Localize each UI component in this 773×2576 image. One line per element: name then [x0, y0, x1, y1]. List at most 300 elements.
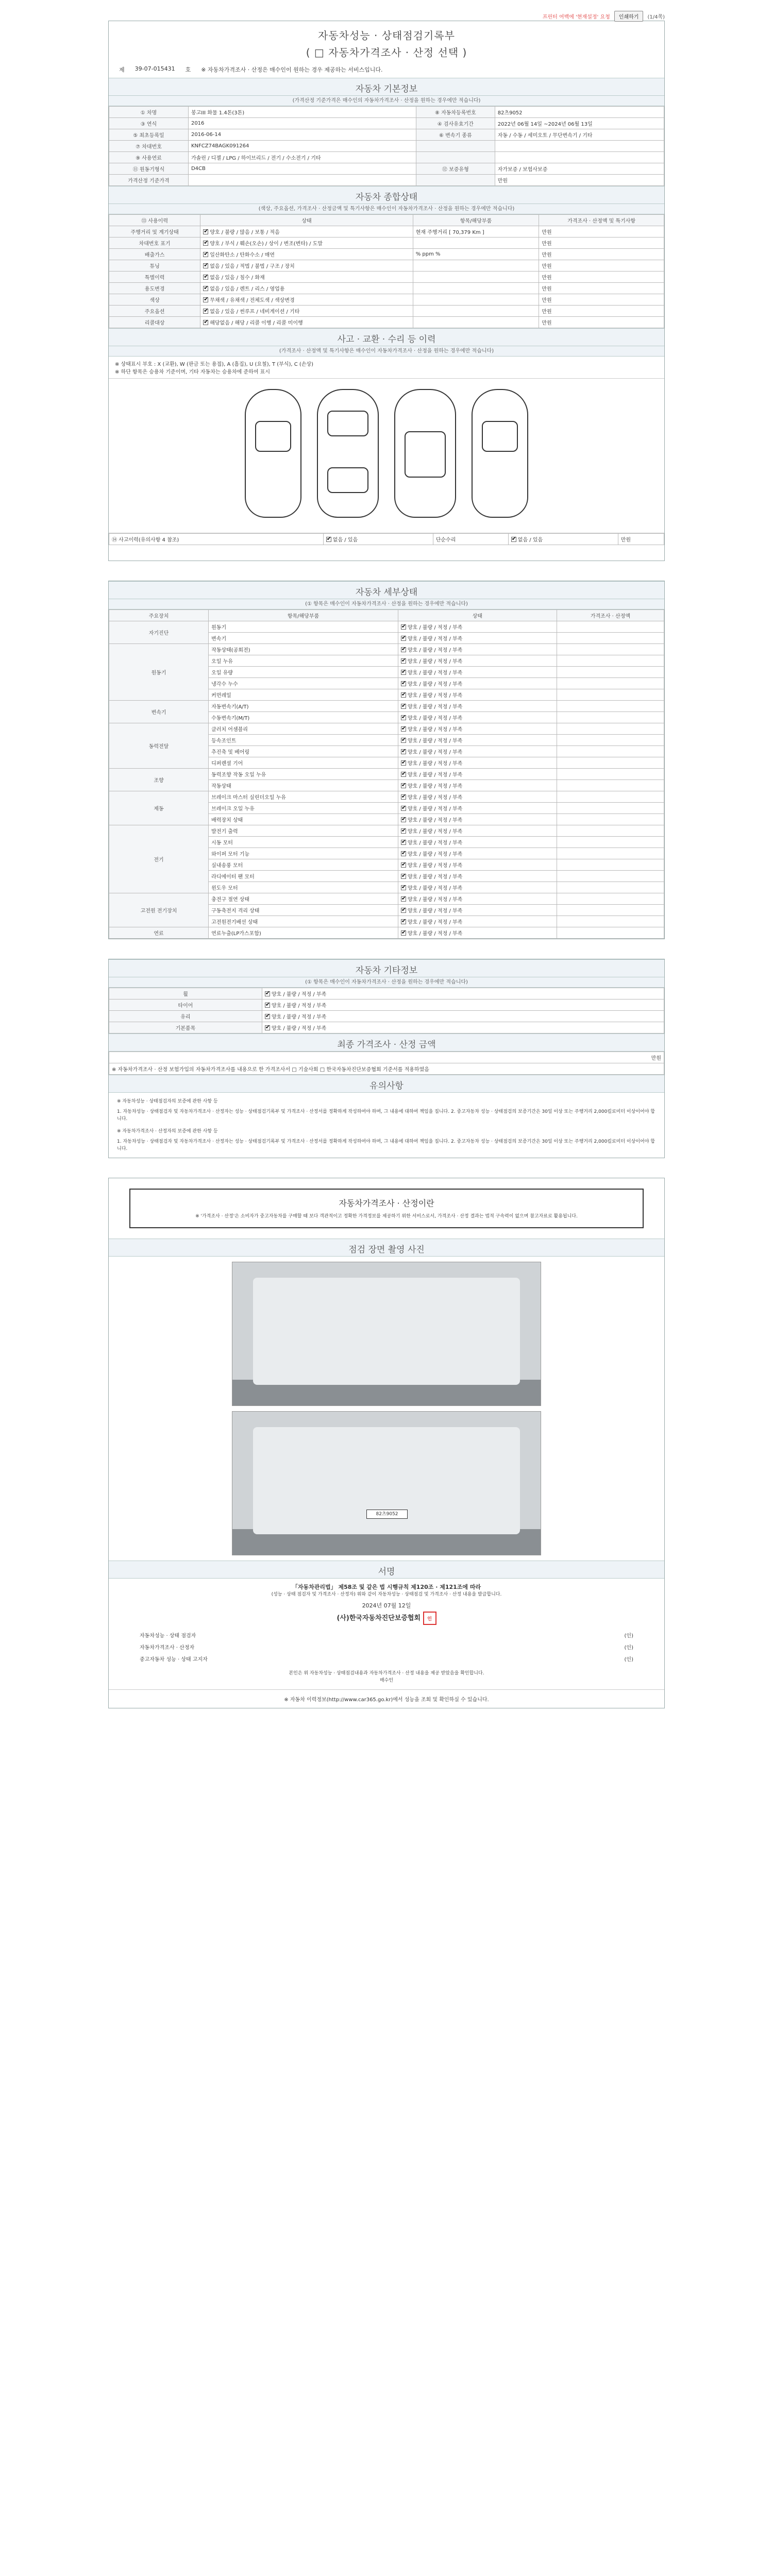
other-state: [262, 999, 664, 1011]
check-icon: [401, 806, 406, 811]
toolbar: [108, 0, 665, 18]
summary-price: 만원: [539, 272, 664, 283]
other-state-text: 양호 / 불량 / 적정 / 부족: [271, 1014, 327, 1020]
print-button[interactable]: 인쇄하기: [614, 11, 644, 22]
check-icon: [265, 991, 270, 996]
summary-price: 만원: [539, 238, 664, 249]
detail-row: [109, 791, 664, 803]
summary-row: [109, 272, 664, 283]
summary-row: [109, 294, 664, 306]
service-notice: ※ 자동차가격조사 · 산정은 매수인이 원하는 경우 제공하는 서비스입니다.: [201, 66, 383, 73]
detail-state-text: 양호 / 불량 / 적정 / 부족: [407, 874, 463, 880]
detail-state: [398, 633, 557, 644]
summary-state-text: 일산화탄소 / 탄화수소 / 매연: [210, 252, 275, 258]
check-icon: [401, 726, 406, 732]
basic-info-row: [109, 152, 664, 163]
detail-state-text: 양호 / 불량 / 적정 / 부족: [407, 704, 463, 710]
accident-history-label: ⑭ 사고이력(유의사항 4 참조): [109, 534, 324, 545]
detail-item: 작동상태(공회전): [209, 644, 398, 655]
detail-col-price: 가격조사 · 산정액: [557, 610, 664, 621]
check-icon: [203, 252, 208, 257]
detail-state-text: 양호 / 불량 / 적정 / 부족: [407, 625, 463, 631]
detail-state: [398, 701, 557, 712]
summary-price: 만원: [539, 306, 664, 317]
basic-info-value: 2016-06-14: [188, 129, 416, 141]
detail-head: 자동차 세부상태: [109, 581, 664, 599]
summary-col-state: 상태: [200, 215, 413, 226]
detail-price: [557, 803, 664, 814]
detail-state-text: 양호 / 불량 / 적정 / 부족: [407, 750, 463, 755]
other-table: [109, 988, 664, 1033]
summary-row: [109, 226, 664, 238]
basic-info-key-2: ④ 검사유효기간: [416, 118, 495, 129]
detail-item: 추진축 및 베어링: [209, 746, 398, 757]
accident-history-value: ✔ 없음 / 있음: [323, 534, 433, 545]
detail-state: [398, 848, 557, 859]
detail-state: [398, 871, 557, 882]
other-sub: (① 항목은 매수인이 자동차가격조사 · 산정을 원하는 경우에만 적습니다): [109, 977, 664, 988]
page-3: [108, 959, 665, 1158]
detail-item: 동력조향 작동 오일 누유: [209, 769, 398, 780]
summary-item: 리콜대상: [109, 317, 200, 328]
other-row: [109, 1022, 664, 1033]
summary-state: [200, 260, 413, 272]
detail-state-text: 양호 / 불량 / 적정 / 부족: [407, 818, 463, 823]
basic-info-value-2: 82츠9052: [495, 107, 664, 118]
check-icon: [265, 1025, 270, 1030]
page-2: [108, 581, 665, 939]
basic-info-key-2: [416, 152, 495, 163]
summary-state: [200, 306, 413, 317]
summary-state: [200, 249, 413, 260]
detail-item: 오일 누유: [209, 655, 398, 667]
signature-mark: (인): [624, 1645, 633, 1651]
check-icon: [401, 896, 406, 902]
info-box-text: ※ '가격조사 · 산정'은 소비자가 중고자동차를 구매할 때 보다 객관적이고 정확한 가격정보를 제공하기 위한 서비스로서, 가격조사 · 산정 결과는 법적 구속력이 없으며 참고자료로 활용됩니다.: [195, 1214, 578, 1219]
summary-sub: (색상, 주요옵션, 가격조사 · 산정금액 및 특기사항은 매수인이 자동차가격조사 · 산정을 원하는 경우에만 적습니다): [109, 204, 664, 214]
detail-state: [398, 814, 557, 825]
detail-price: [557, 905, 664, 916]
check-icon: [401, 760, 406, 766]
detail-state-text: 양호 / 불량 / 적정 / 부족: [407, 863, 463, 869]
detail-item: 와이퍼 모터 기능: [209, 848, 398, 859]
signature-role: 자동차성능 · 상태 점검자: [140, 1633, 196, 1639]
signature-date: 2024년 07월 12일: [362, 1602, 411, 1609]
check-icon: [203, 275, 208, 280]
detail-item: 충전구 절연 상태: [209, 893, 398, 905]
check-icon: [203, 286, 208, 291]
basic-info-key: ⑦ 차대번호: [109, 141, 189, 152]
cautions-text-2: 1. 자동차성능 · 상태점검자 및 자동차가격조사 · 산정자는 성능 · 상태점검기록부 및 가격조사 · 산정서를 정확하게 작성하여야 하며, 그 내용에 대하여 책임을 집니다. 2. 중고자동차 성능 · 상태점검의 보증기간은 30일 이상 또는 주행거리 2,000킬로미터 이상이어야 합니다.: [117, 1139, 655, 1151]
summary-detail: 현재 주행거리 [ 70,379 Km ]: [413, 226, 539, 238]
summary-state: [200, 294, 413, 306]
detail-state-text: 양호 / 불량 / 적정 / 부족: [407, 727, 463, 733]
detail-state-text: 양호 / 불량 / 적정 / 부족: [407, 670, 463, 676]
detail-item: 디퍼렌셜 기어: [209, 757, 398, 769]
document-number-row: [109, 62, 664, 78]
receiver-label: 매수인: [379, 1678, 394, 1683]
car-bottom-diagram: [394, 389, 456, 518]
summary-price: 만원: [539, 317, 664, 328]
detail-state-text: 양호 / 불량 / 적정 / 부족: [407, 852, 463, 857]
basic-info-value-2: [495, 152, 664, 163]
detail-group: 전기: [109, 825, 209, 893]
check-icon: [401, 908, 406, 913]
detail-col-state: 상태: [398, 610, 557, 621]
detail-row: [109, 893, 664, 905]
detail-state-text: 양호 / 불량 / 적정 / 부족: [407, 659, 463, 665]
other-item: 유리: [109, 1011, 262, 1022]
detail-price: [557, 916, 664, 927]
footer-note: ※ 자동차 이력정보(http://www.car365.go.kr)에서 성능을 조회 및 확인하실 수 있습니다.: [109, 1689, 664, 1708]
detail-item: 배력장치 상태: [209, 814, 398, 825]
detail-state: [398, 893, 557, 905]
basic-info-key-2: [416, 141, 495, 152]
detail-item: 구동축전지 격리 상태: [209, 905, 398, 916]
detail-item: 수동변속기(M/T): [209, 712, 398, 723]
basic-info-sub: (가격산정 기준가격은 매수인의 자동차가격조사 · 산정을 원하는 경우에만 적습니다): [109, 96, 664, 106]
detail-state: [398, 769, 557, 780]
detail-price: [557, 825, 664, 837]
check-icon: [401, 840, 406, 845]
signature-org-row: [119, 1612, 654, 1625]
other-item: 타이어: [109, 999, 262, 1011]
detail-price: [557, 780, 664, 791]
receipt-row: [109, 1665, 664, 1689]
check-icon: [203, 297, 208, 302]
detail-state-text: 양호 / 불량 / 적정 / 부족: [407, 795, 463, 801]
check-icon: [401, 624, 406, 630]
basic-info-value: 봉고III 화물 1.4톤(3톤): [188, 107, 416, 118]
summary-detail: [413, 294, 539, 306]
basic-info-key: ① 차명: [109, 107, 189, 118]
check-icon: [203, 309, 208, 314]
detail-state-text: 양호 / 불량 / 적정 / 부족: [407, 908, 463, 914]
summary-item: 튜닝: [109, 260, 200, 272]
detail-state-text: 양호 / 불량 / 적정 / 부족: [407, 920, 463, 925]
signature-org: (사)한국자동차진단보증협회: [337, 1614, 421, 1622]
summary-item: 배출가스: [109, 249, 200, 260]
accident-legend-2: ※ 하단 항목은 승용차 기준이며, 기타 자동차는 승용차에 준하여 표시: [115, 369, 270, 375]
detail-state: [398, 859, 557, 871]
document-title: 자동차성능 · 상태점검기록부: [318, 29, 455, 42]
summary-item: 특별이력: [109, 272, 200, 283]
detail-group: 동력전달: [109, 723, 209, 769]
detail-state-text: 양호 / 불량 / 적정 / 부족: [407, 761, 463, 767]
detail-item: 작동상태: [209, 780, 398, 791]
inspection-photo-rear: [232, 1411, 541, 1555]
summary-state-text: 양호 / 불량 / 많음 / 보통 / 적음: [210, 230, 280, 235]
detail-state: [398, 689, 557, 701]
basic-info-key: 가격산정 기준가격: [109, 175, 189, 186]
detail-item: 라디에이터 팬 모터: [209, 871, 398, 882]
print-warning: 프린터 여백에 '현재설정' 요청: [542, 14, 610, 20]
basic-info-value-2: [495, 141, 664, 152]
detail-item: 발전기 출력: [209, 825, 398, 837]
page-1: [108, 21, 665, 561]
check-icon: [203, 320, 208, 325]
number-suffix: 호: [185, 66, 191, 73]
detail-price: [557, 814, 664, 825]
summary-col-item: ⑬ 사용이력: [109, 215, 200, 226]
basic-info-key: ⑤ 최초등록일: [109, 129, 189, 141]
detail-item: 냉각수 누수: [209, 678, 398, 689]
check-icon: [401, 636, 406, 641]
detail-price: [557, 882, 664, 893]
basic-info-value-2: 2022년 06월 14일 ~2024년 06월 13일: [495, 118, 664, 129]
document-wrapper: [108, 0, 665, 1708]
summary-detail: [413, 238, 539, 249]
detail-group: 변속기: [109, 701, 209, 723]
info-box: [129, 1189, 644, 1228]
summary-state: [200, 238, 413, 249]
detail-price: [557, 837, 664, 848]
detail-state-text: 양호 / 불량 / 적정 / 부족: [407, 931, 463, 937]
cautions-p2: ※ 자동차가격조사 · 산정자의 보증에 관한 사항 등: [117, 1129, 218, 1134]
detail-item: 시동 모터: [209, 837, 398, 848]
document-number: 39-07-015431: [135, 65, 175, 72]
detail-state: [398, 644, 557, 655]
summary-state-text: 무채색 / 유채색 / 전체도색 / 색상변경: [210, 298, 295, 303]
check-icon: [401, 783, 406, 788]
check-icon: [401, 647, 406, 652]
detail-state-text: 양호 / 불량 / 적정 / 부족: [407, 693, 463, 699]
basic-info-table: [109, 106, 664, 186]
page-4: [108, 1178, 665, 1708]
other-state: [262, 988, 664, 999]
summary-state-text: 없음 / 있음 / 썬루프 / 네비게이션 / 기타: [210, 309, 300, 315]
detail-row: [109, 621, 664, 633]
detail-col-main: 주요장치: [109, 610, 209, 621]
detail-table: [109, 609, 664, 939]
detail-group: 고전원 전기장치: [109, 893, 209, 927]
signature-head: 서명: [109, 1561, 664, 1579]
check-icon: [401, 930, 406, 936]
check-icon: [401, 704, 406, 709]
detail-price: [557, 678, 664, 689]
basic-info-value: 가솔린 / 디젤 / LPG / 하이브리드 / 전기 / 수소전기 / 기타: [188, 152, 416, 163]
detail-state-text: 양호 / 불량 / 적정 / 부족: [407, 886, 463, 891]
check-icon: [401, 749, 406, 754]
accident-legend-1: ※ 상태표시 부호 : X (교환), W (판금 또는 용접), A (흠집), U (요철), T (부식), C (손상): [115, 362, 314, 367]
detail-state: [398, 757, 557, 769]
check-icon: [401, 692, 406, 698]
basic-info-row: [109, 129, 664, 141]
simple-repair-value: ✔ 없음 / 있음: [508, 534, 618, 545]
detail-price: [557, 644, 664, 655]
detail-state: [398, 791, 557, 803]
photos-head: 점검 장면 촬영 사진: [109, 1239, 664, 1257]
summary-price: 만원: [539, 283, 664, 294]
detail-state-text: 양호 / 불량 / 적정 / 부족: [407, 738, 463, 744]
basic-info-row: [109, 163, 664, 175]
detail-price: [557, 848, 664, 859]
detail-price: [557, 712, 664, 723]
summary-col-detail: 항목/해당부품: [413, 215, 539, 226]
accident-legend: [109, 357, 664, 379]
summary-detail: [413, 306, 539, 317]
detail-row: [109, 825, 664, 837]
detail-price: [557, 723, 664, 735]
summary-state-text: 양호 / 부식 / 훼손(오손) / 상이 / 변조(변타) / 도말: [210, 241, 323, 247]
summary-state-text: 해당없음 / 해당 / 리콜 이행 / 리콜 미이행: [210, 320, 303, 326]
detail-price: [557, 791, 664, 803]
summary-col-price: 가격조사 · 산정액 및 특기사항: [539, 215, 664, 226]
car-right-side-diagram: [472, 389, 528, 518]
detail-state-text: 양호 / 불량 / 적정 / 부족: [407, 829, 463, 835]
basic-info-value: 2016: [188, 118, 416, 129]
final-price-value: 만원: [109, 1052, 664, 1063]
other-state-text: 양호 / 불량 / 적정 / 부족: [271, 1026, 327, 1031]
check-icon: [203, 229, 208, 234]
detail-price: [557, 689, 664, 701]
summary-item: 색상: [109, 294, 200, 306]
detail-state: [398, 723, 557, 735]
other-state: [262, 1022, 664, 1033]
basic-info-key: ③ 연식: [109, 118, 189, 129]
other-head: 자동차 기타정보: [109, 959, 664, 977]
summary-state: [200, 272, 413, 283]
check-icon: [401, 885, 406, 890]
detail-price: [557, 746, 664, 757]
summary-row: [109, 260, 664, 272]
detail-state: [398, 905, 557, 916]
org-seal-icon: 인: [423, 1612, 436, 1625]
summary-detail: % ppm %: [413, 249, 539, 260]
detail-price: [557, 621, 664, 633]
detail-item: 연료누출(LP가스포함): [209, 927, 398, 939]
summary-state: [200, 226, 413, 238]
basic-info-value: [188, 175, 416, 186]
accident-head: 사고 · 교환 · 수리 등 이력: [109, 328, 664, 346]
summary-table: [109, 214, 664, 328]
detail-state: [398, 655, 557, 667]
detail-state: [398, 780, 557, 791]
detail-group: 제동: [109, 791, 209, 825]
other-row: [109, 1011, 664, 1022]
detail-state: [398, 803, 557, 814]
cautions-head: 유의사항: [109, 1075, 664, 1093]
detail-state-text: 양호 / 불량 / 적정 / 부족: [407, 636, 463, 642]
detail-row: [109, 927, 664, 939]
detail-state: [398, 735, 557, 746]
signature-role: 자동차가격조사 · 산정자: [140, 1645, 195, 1651]
car-diagram: [109, 379, 664, 533]
check-icon: [401, 772, 406, 777]
signature-row: [109, 1653, 664, 1665]
car-top-diagram: [317, 389, 379, 518]
detail-group: 조향: [109, 769, 209, 791]
detail-price: [557, 859, 664, 871]
detail-state: [398, 837, 557, 848]
summary-price: 만원: [539, 226, 664, 238]
simple-repair-label: 단순수리: [433, 534, 508, 545]
signature-law: [109, 1579, 664, 1629]
summary-item: 차대번호 표기: [109, 238, 200, 249]
check-icon: [401, 738, 406, 743]
signature-mark: (인): [624, 1633, 633, 1639]
signature-row: [109, 1629, 664, 1641]
page-number: (1/4쪽): [647, 14, 665, 20]
cautions-p1: ※ 자동차성능 · 상태점검자의 보증에 관한 사항 등: [117, 1099, 218, 1104]
basic-info-value: KNFCZ74BAGK091264: [188, 141, 416, 152]
detail-state-text: 양호 / 불량 / 적정 / 부족: [407, 784, 463, 789]
summary-state: [200, 283, 413, 294]
summary-price: 만원: [539, 260, 664, 272]
check-icon: [401, 794, 406, 800]
accident-sub: (가격조사 · 산정액 및 특기사항은 매수인이 자동차가격조사 · 산정을 원하는 경우에만 적습니다): [109, 346, 664, 357]
basic-info-value-2: 자동 / 수동 / 세미오토 / 무단변속기 / 기타: [495, 129, 664, 141]
check-icon: [326, 537, 331, 542]
detail-item: 변속기: [209, 633, 398, 644]
summary-item: 주행거리 및 계기상태: [109, 226, 200, 238]
detail-state-text: 양호 / 불량 / 적정 / 부족: [407, 716, 463, 721]
detail-state-text: 양호 / 불량 / 적정 / 부족: [407, 648, 463, 653]
check-icon: [401, 817, 406, 822]
detail-state: [398, 678, 557, 689]
detail-state-text: 양호 / 불량 / 적정 / 부족: [407, 682, 463, 687]
signature-law-2: (성능 · 상태 점검자 및 가격조사 · 산정자) 위와 같이 자동차성능 · 상태점검 및 가격조사 · 산정 내용을 발급합니다.: [271, 1592, 502, 1597]
detail-state: [398, 882, 557, 893]
other-item: 기본품목: [109, 1022, 262, 1033]
detail-item: 등속조인트: [209, 735, 398, 746]
other-state-text: 양호 / 불량 / 적정 / 부족: [271, 992, 327, 997]
signature-role: 중고자동차 성능 · 상태 고지자: [140, 1657, 208, 1663]
basic-info-head: 자동차 기본정보: [109, 78, 664, 96]
cautions-text: 1. 자동차성능 · 상태점검자 및 자동차가격조사 · 산정자는 성능 · 상태점검기록부 및 가격조사 · 산정서를 정확하게 작성하여야 하며, 그 내용에 대하여 책임을 집니다. 2. 중고자동차 성능 · 상태점검의 보증기간은 30일 이상 또는 주행거리 2,000킬로미터 이상이어야 합니다.: [117, 1109, 655, 1122]
summary-head: 자동차 종합상태: [109, 186, 664, 204]
detail-item: 브레이크 오일 누유: [209, 803, 398, 814]
summary-row: [109, 249, 664, 260]
receipt-text: 본인은 위 자동차성능 · 상태점검내용과 자동차가격조사 · 산정 내용을 제공 받았음을 확인합니다.: [289, 1671, 484, 1676]
detail-price: [557, 701, 664, 712]
signature-mark: (인): [624, 1657, 633, 1663]
detail-item: 고전원전기배선 상태: [209, 916, 398, 927]
detail-price: [557, 769, 664, 780]
summary-state-text: 없음 / 있음 / 적법 / 불법 / 구조 / 장치: [210, 264, 295, 269]
basic-info-value: D4CB: [188, 163, 416, 175]
detail-state: [398, 927, 557, 939]
other-row: [109, 988, 664, 999]
basic-info-row: [109, 118, 664, 129]
detail-state: [398, 916, 557, 927]
summary-row: [109, 238, 664, 249]
detail-state: [398, 825, 557, 837]
detail-state-text: 양호 / 불량 / 적정 / 부족: [407, 840, 463, 846]
detail-group: 원동기: [109, 644, 209, 701]
detail-item: 실내송풍 모터: [209, 859, 398, 871]
summary-row: [109, 306, 664, 317]
document-subtitle: ( □ 자동차가격조사 · 산정 선택 ): [306, 46, 467, 59]
summary-price: 만원: [539, 294, 664, 306]
accident-summary-table: [109, 533, 664, 545]
basic-info-row: [109, 107, 664, 118]
detail-state: [398, 746, 557, 757]
check-icon: [401, 715, 406, 720]
basic-info-key: ⑪ 원동기형식: [109, 163, 189, 175]
summary-detail: [413, 317, 539, 328]
final-price-head: 최종 가격조사 · 산정 금액: [109, 1033, 664, 1052]
check-icon: [265, 1003, 270, 1008]
summary-price: 만원: [539, 249, 664, 260]
other-row: [109, 999, 664, 1011]
detail-row: [109, 723, 664, 735]
summary-state: [200, 317, 413, 328]
basic-info-value-2: 자가보증 / 보험사보증: [495, 163, 664, 175]
accident-price: 만원: [618, 534, 664, 545]
cautions-body: [109, 1093, 664, 1158]
detail-state: [398, 621, 557, 633]
